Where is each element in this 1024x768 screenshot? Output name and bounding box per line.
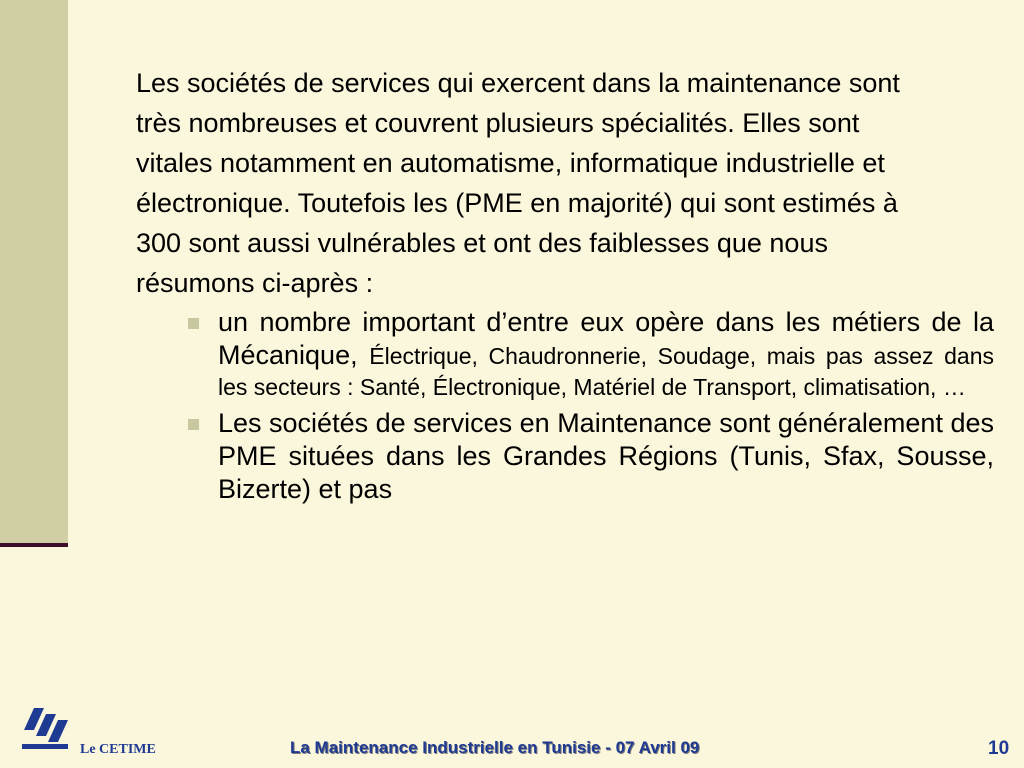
bullet-item-1	[218, 306, 994, 403]
logo-text: Le CETIME	[80, 742, 156, 757]
bullet-1-rest: Électrique, Chaudronnerie, Soudage, mais pas assez dans les secteurs : Santé, Électronique, Matériel de Transport, climatisation, …	[218, 343, 994, 400]
cetime-logo-icon	[20, 706, 72, 752]
footer-title: La Maintenance Industrielle en Tunisie - 07 Avril 09	[290, 738, 700, 757]
paragraph-5: 300 sont aussi vulnérables et ont des faiblesses que nous	[136, 228, 828, 258]
bullet-2-lead: Les sociétés de services en Maintenance sont généralement des PME situées dans les Grandes Régions (Tunis, Sfax, Sousse, Bizerte) et pas	[218, 408, 994, 504]
page-number: 10	[988, 738, 1010, 759]
left-sidebar-bar	[0, 0, 68, 545]
slide-content	[136, 66, 994, 768]
paragraph-3: vitales notamment en automatisme, informatique industrielle et	[136, 148, 885, 178]
paragraph-4: électronique. Toutefois les (PME en majorité) qui sont estimés à	[136, 188, 898, 218]
bullet-1-lead: un nombre important d’entre eux opère dans les métiers de la Mécanique,	[218, 307, 994, 370]
paragraph-2: très nombreuses et couvrent plusieurs spécialités. Elles sont	[136, 108, 860, 138]
paragraph-1: Les sociétés de services qui exercent dans la maintenance sont	[136, 68, 900, 98]
bullet-item-2	[218, 407, 994, 506]
bullet-list	[136, 306, 994, 506]
paragraph-6: résumons ci-après :	[136, 268, 374, 298]
square-bullet-icon	[188, 318, 199, 329]
left-divider-line	[0, 543, 68, 547]
square-bullet-icon	[188, 419, 199, 430]
